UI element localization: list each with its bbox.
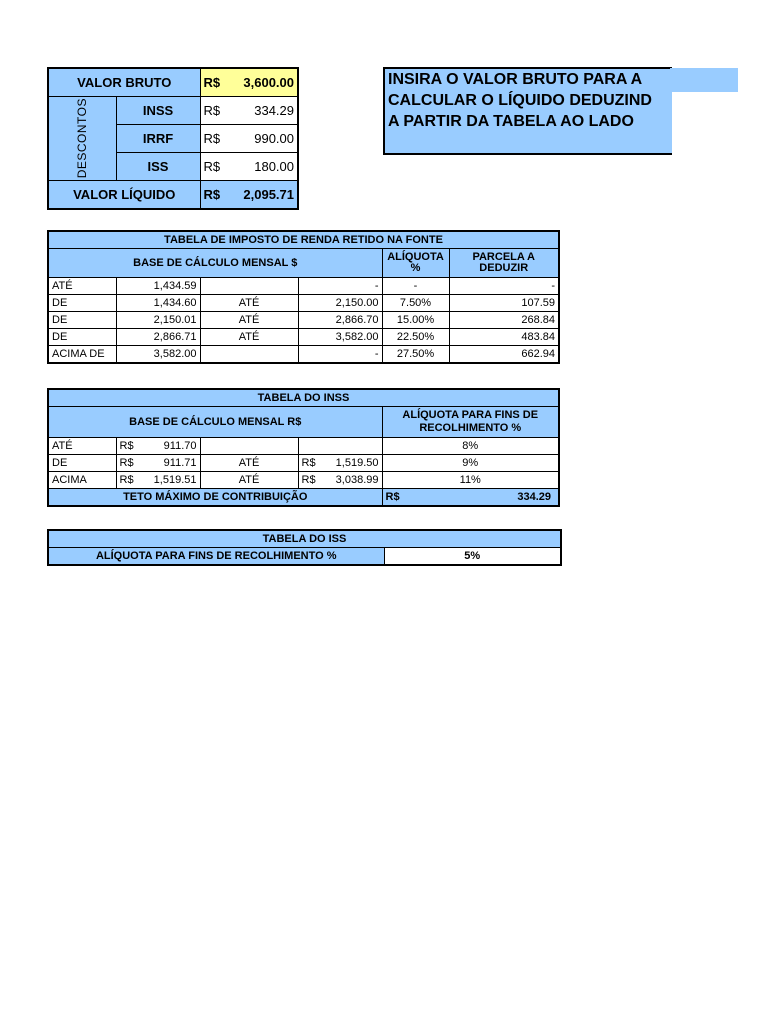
irrf-row-label: DE <box>48 329 116 346</box>
irrf-col-aliquota: ALÍQUOTA % <box>382 249 449 278</box>
inss-col-aliquota: ALÍQUOTA PARA FINS DE RECOLHIMENTO % <box>382 407 559 438</box>
irrf-row-parcela: 483.84 <box>449 329 559 346</box>
inss-row <box>48 472 559 489</box>
irrf-row-to: - <box>298 346 382 364</box>
valor-liquido-label: VALOR LÍQUIDO <box>48 181 200 210</box>
irrf-row-parcela: 662.94 <box>449 346 559 364</box>
deduction-value: 990.00 <box>254 131 294 146</box>
inss-row-label: ATÉ <box>48 438 116 455</box>
inss-row-ate: ATÉ <box>200 472 298 489</box>
inss-col-base: BASE DE CÁLCULO MENSAL R$ <box>48 407 382 438</box>
instruction-line: INSIRA O VALOR BRUTO PARA A <box>388 71 643 88</box>
irrf-row-label: ACIMA DE <box>48 346 116 364</box>
irrf-row-aliquota: - <box>382 278 449 295</box>
teto-value: 334.29 <box>517 491 551 503</box>
deduction-value: 334.29 <box>254 103 294 118</box>
inss-row-from-currency: R$ <box>119 440 134 452</box>
deduction-value-cell <box>200 97 298 125</box>
valor-liquido-value: 2,095.71 <box>243 187 294 202</box>
irrf-row <box>48 295 559 312</box>
inss-title: TABELA DO INSS <box>48 389 559 407</box>
teto-label: TETO MÁXIMO DE CONTRIBUIÇÃO <box>48 489 382 507</box>
irrf-row-aliquota: 22.50% <box>382 329 449 346</box>
irrf-row-from: 2,150.01 <box>116 312 200 329</box>
inss-row-to-value: 3,038.99 <box>335 474 379 486</box>
irrf-row-to: - <box>298 278 382 295</box>
irrf-row <box>48 346 559 364</box>
deduction-label-iss: ISS <box>116 153 200 181</box>
inss-row-to-currency: R$ <box>301 457 316 469</box>
irrf-row-parcela: - <box>449 278 559 295</box>
irrf-row <box>48 312 559 329</box>
deduction-label-inss: INSS <box>116 97 200 125</box>
valor-liquido-row <box>48 181 298 210</box>
deduction-value: 180.00 <box>254 159 294 174</box>
deduction-value-cell <box>200 125 298 153</box>
irrf-row-ate <box>200 346 298 364</box>
irrf-row-label: DE <box>48 312 116 329</box>
irrf-row-from: 1,434.60 <box>116 295 200 312</box>
inss-row-from <box>116 455 200 472</box>
irrf-col-base: BASE DE CÁLCULO MENSAL $ <box>48 249 382 278</box>
irrf-row-from: 1,434.59 <box>116 278 200 295</box>
inss-row-to <box>298 472 382 489</box>
inss-row-to-value: 1,519.50 <box>335 457 379 469</box>
irrf-row <box>48 278 559 295</box>
irrf-row-ate: ATÉ <box>200 312 298 329</box>
iss-aliquota-label: ALÍQUOTA PARA FINS DE RECOLHIMENTO % <box>48 548 384 566</box>
irrf-row-from: 2,866.71 <box>116 329 200 346</box>
instruction-line: CALCULAR O LÍQUIDO DEDUZIND <box>388 92 652 109</box>
irrf-row-aliquota: 27.50% <box>382 346 449 364</box>
inss-row-aliquota: 9% <box>382 455 559 472</box>
deduction-currency: R$ <box>203 131 221 146</box>
summary-table <box>47 67 299 210</box>
irrf-row-parcela: 107.59 <box>449 295 559 312</box>
inss-row-from-value: 1,519.51 <box>153 474 197 486</box>
inss-row-ate <box>200 438 298 455</box>
valor-bruto-label: VALOR BRUTO <box>48 68 200 97</box>
irrf-row-label: ATÉ <box>48 278 116 295</box>
iss-table <box>47 529 562 566</box>
teto-value-cell <box>382 489 559 507</box>
deduction-currency: R$ <box>203 159 221 174</box>
irrf-row-from: 3,582.00 <box>116 346 200 364</box>
deduction-row-inss <box>48 97 298 125</box>
valor-bruto-currency: R$ <box>203 75 221 90</box>
inss-row-from <box>116 472 200 489</box>
valor-bruto-row <box>48 68 298 97</box>
irrf-table <box>47 230 560 364</box>
inss-row-from-value: 911.71 <box>163 457 197 469</box>
irrf-row-ate <box>200 278 298 295</box>
irrf-row-to: 3,582.00 <box>298 329 382 346</box>
instruction-box <box>383 67 672 155</box>
inss-row-label: DE <box>48 455 116 472</box>
deduction-label-irrf: IRRF <box>116 125 200 153</box>
instruction-box-overflow <box>670 68 738 92</box>
inss-row-to <box>298 455 382 472</box>
valor-liquido-cell <box>200 181 298 210</box>
inss-row-from-currency: R$ <box>119 474 134 486</box>
irrf-row-ate: ATÉ <box>200 295 298 312</box>
inss-row-from-currency: R$ <box>119 457 134 469</box>
irrf-row-parcela: 268.84 <box>449 312 559 329</box>
irrf-row-aliquota: 15.00% <box>382 312 449 329</box>
instruction-line: A PARTIR DA TABELA AO LADO <box>388 113 634 130</box>
inss-row-to <box>298 438 382 455</box>
iss-aliquota-value: 5% <box>384 548 561 566</box>
iss-title: TABELA DO ISS <box>48 530 561 548</box>
descontos-cell <box>48 97 116 181</box>
inss-row-aliquota: 8% <box>382 438 559 455</box>
inss-row <box>48 438 559 455</box>
irrf-row-label: DE <box>48 295 116 312</box>
irrf-row-aliquota: 7.50% <box>382 295 449 312</box>
inss-row-ate: ATÉ <box>200 455 298 472</box>
inss-row-label: ACIMA <box>48 472 116 489</box>
valor-bruto-input[interactable] <box>200 68 298 97</box>
deduction-currency: R$ <box>203 103 221 118</box>
irrf-row-to: 2,150.00 <box>298 295 382 312</box>
teto-currency: R$ <box>385 491 400 503</box>
inss-row-aliquota: 11% <box>382 472 559 489</box>
irrf-row-to: 2,866.70 <box>298 312 382 329</box>
inss-row <box>48 455 559 472</box>
descontos-label: DESCONTOS <box>75 98 90 179</box>
irrf-row <box>48 329 559 346</box>
irrf-col-parcela: PARCELA A DEDUZIR <box>449 249 559 278</box>
valor-liquido-currency: R$ <box>203 187 221 202</box>
irrf-row-ate: ATÉ <box>200 329 298 346</box>
valor-bruto-value: 3,600.00 <box>243 75 294 90</box>
inss-row-to-currency: R$ <box>301 474 316 486</box>
deduction-value-cell <box>200 153 298 181</box>
inss-row-from-value: 911.70 <box>163 440 197 452</box>
irrf-title: TABELA DE IMPOSTO DE RENDA RETIDO NA FONTE <box>48 231 559 249</box>
inss-table <box>47 388 560 507</box>
inss-row-from <box>116 438 200 455</box>
